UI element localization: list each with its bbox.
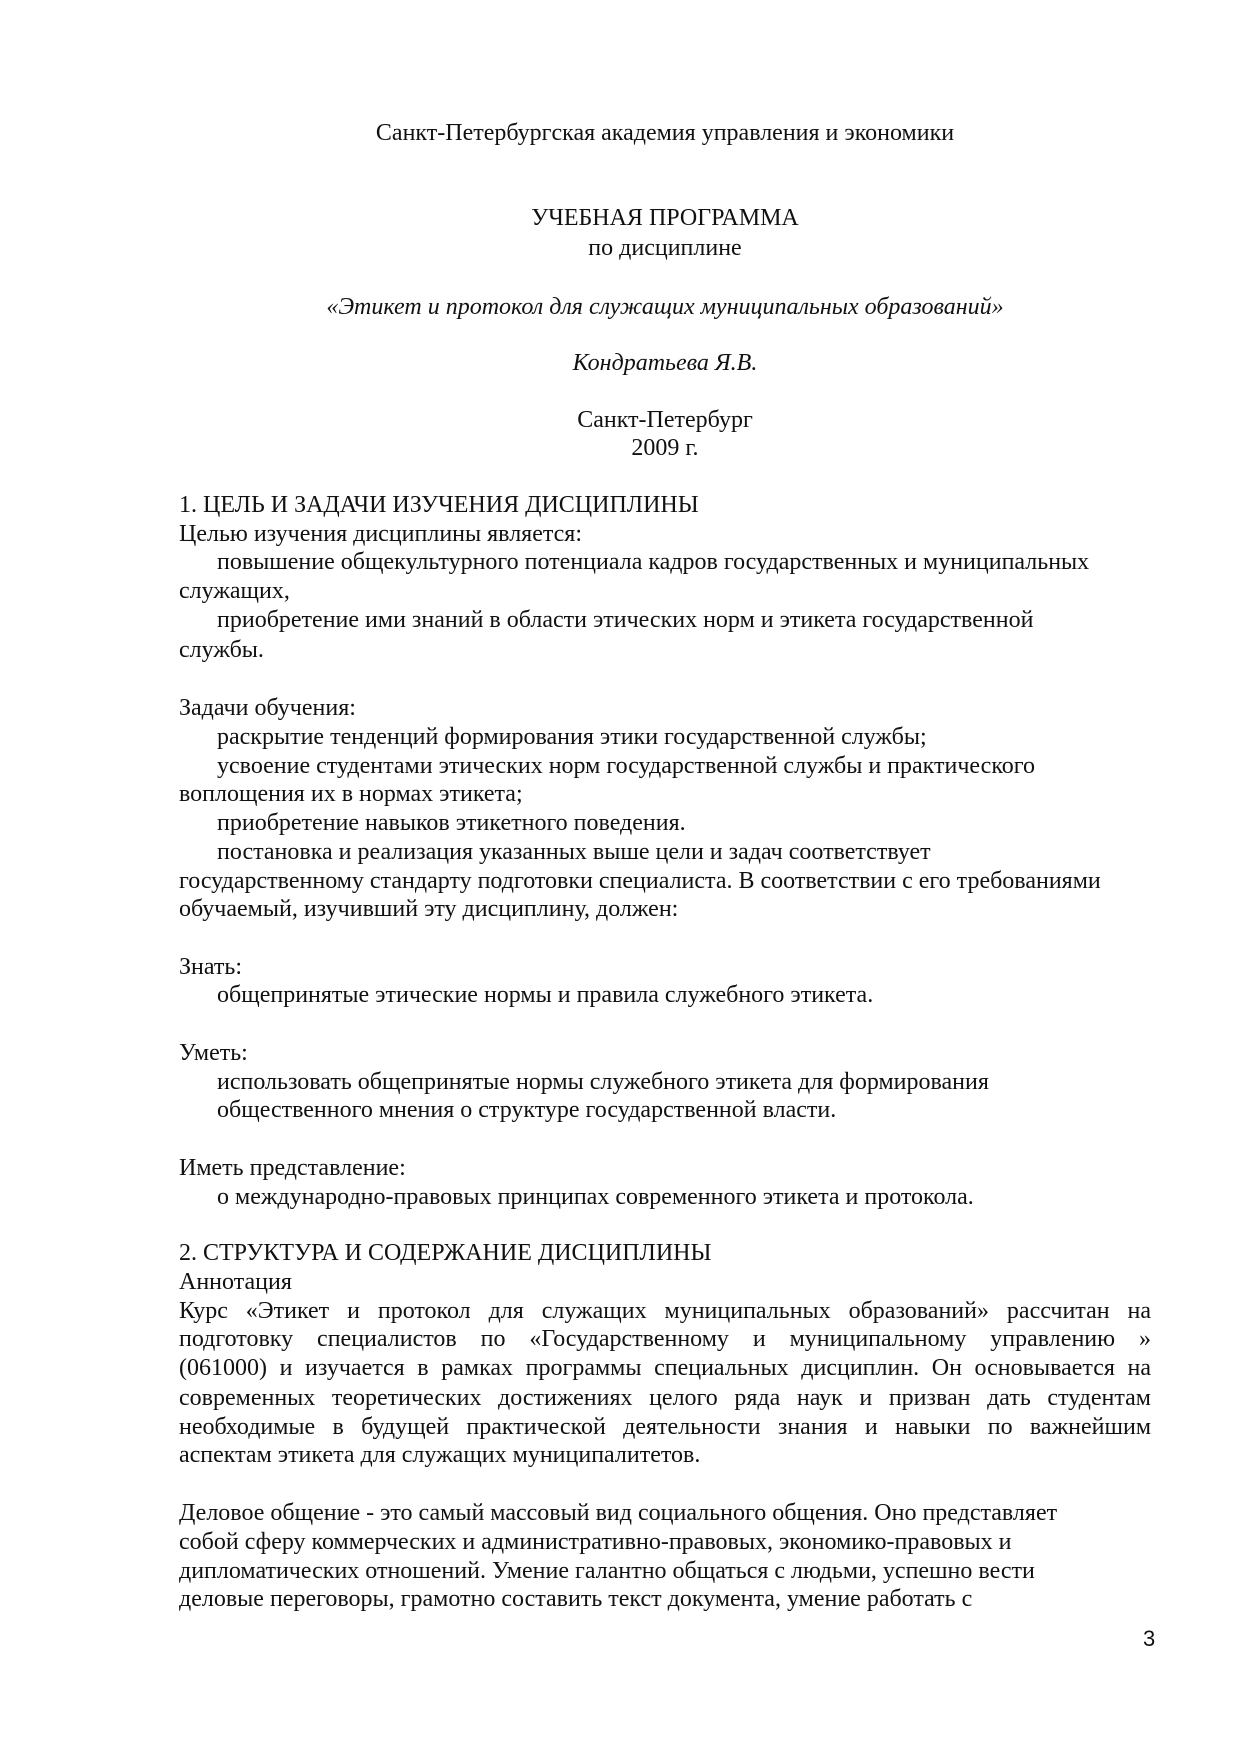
paragraph-line: дипломатических отношений. Умение галантно общаться с людьми, успешно вести <box>179 1558 1035 1584</box>
annotation-line: подготовку специалистов по «Государственному и муниципальному управлению » <box>179 1326 1151 1352</box>
goal-intro: Целью изучения дисциплины является: <box>179 521 582 547</box>
task-line: приобретение навыков этикетного поведения. <box>217 810 686 836</box>
section-1-heading: 1. ЦЕЛЬ И ЗАДАЧИ ИЗУЧЕНИЯ ДИСЦИПЛИНЫ <box>179 492 699 518</box>
author: Кондратьева Я.В. <box>572 350 758 376</box>
can-line: использовать общепринятые нормы служебного этикета для формирования <box>217 1069 989 1095</box>
annotation-line: необходимые в будущей практической деятельности знания и навыки по важнейшим <box>179 1414 1151 1440</box>
task-line: постановка и реализация указанных выше цели и задач соответствует <box>217 839 931 865</box>
know-label: Знать: <box>179 954 242 980</box>
annotation-label: Аннотация <box>179 1269 292 1295</box>
city: Санкт-Петербург <box>577 407 753 433</box>
institution-name: Санкт-Петербургская академия управления и экономики <box>375 120 955 146</box>
goal-line: приобретение ими знаний в области этических норм и этикета государственной <box>217 607 1034 633</box>
can-line: общественного мнения о структуре государственной власти. <box>217 1097 837 1123</box>
goal-line: повышение общекультурного потенциала кадров государственных и муниципальных <box>217 549 1090 575</box>
goal-line: служащих, <box>179 578 290 604</box>
annotation-line: современных теоретических достижениях целого ряда наук и призван дать студентам <box>179 1385 1151 1411</box>
discipline-title: «Этикет и протокол для служащих муниципальных образований» <box>326 294 1004 320</box>
document-type: УЧЕБНАЯ ПРОГРАММА <box>531 205 799 231</box>
idea-line: о международно-правовых принципах современного этикета и протокола. <box>217 1184 974 1210</box>
task-line: воплощения их в нормах этикета; <box>179 781 523 807</box>
can-label: Уметь: <box>179 1040 248 1066</box>
task-line: раскрытие тенденций формирования этики государственной службы; <box>217 724 927 750</box>
know-line: общепринятые этические нормы и правила служебного этикета. <box>217 982 874 1008</box>
task-line: обучаемый, изучивший эту дисциплину, должен: <box>179 896 679 922</box>
section-2-heading: 2. СТРУКТУРА И СОДЕРЖАНИЕ ДИСЦИПЛИНЫ <box>179 1240 712 1266</box>
paragraph-line: Деловое общение - это самый массовый вид социального общения. Оно представляет <box>179 1500 1058 1526</box>
by-discipline: по дисциплине <box>588 235 742 261</box>
task-line: усвоение студентами этических норм государственной службы и практического <box>217 753 1036 779</box>
paragraph-line: собой сферу коммерческих и административно-правовых, экономико-правовых и <box>179 1529 1012 1555</box>
tasks-intro: Задачи обучения: <box>179 695 356 721</box>
annotation-line: (061000) и изучается в рамках программы специальных дисциплин. Он основывается на <box>179 1355 1151 1381</box>
page-number: 3 <box>1143 1626 1156 1651</box>
year: 2009 г. <box>631 435 699 461</box>
annotation-line: аспектам этикета для служащих муниципалитетов. <box>179 1442 701 1468</box>
idea-label: Иметь представление: <box>179 1155 406 1181</box>
goal-line: службы. <box>179 637 264 663</box>
annotation-line: Курс «Этикет и протокол для служащих муниципальных образований» рассчитан на <box>179 1298 1151 1324</box>
paragraph-line: деловые переговоры, грамотно составить текст документа, умение работать с <box>179 1586 973 1612</box>
task-line: государственному стандарту подготовки специалиста. В соответствии с его требованиями <box>179 868 1101 894</box>
